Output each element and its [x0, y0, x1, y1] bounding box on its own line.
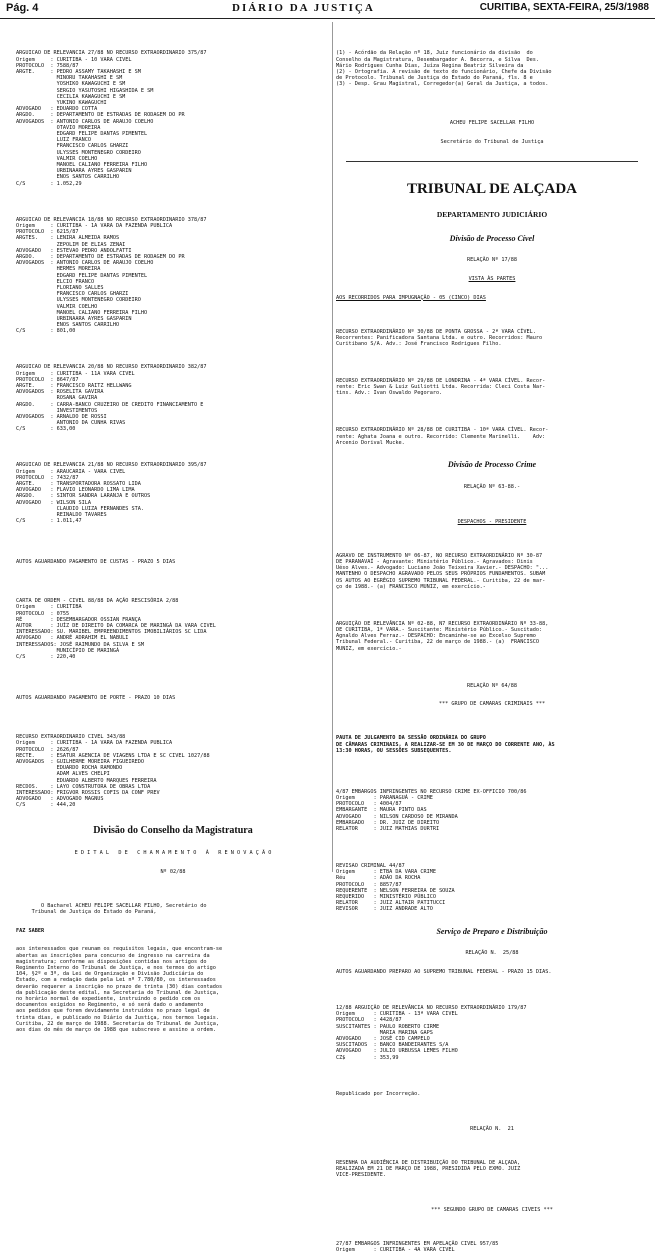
text-line: VALMIR COELHO	[16, 155, 98, 162]
text-line: ARGDO. : CARRA-BANCO CRUZEIRO DE CREDITO FINANCIAMENTO E	[16, 401, 204, 408]
section-caption: AUTOS AGUARDANDO PAGAMENTO DE CUSTAS - PRAZO 5 DIAS	[16, 559, 176, 566]
text-line: Origem : CURITIBA - 10 VARA CIVEL	[16, 56, 132, 63]
text-line: Recorrentes: Panificadora Santana Ltda. e outro. Recorridos: Mauro	[336, 334, 543, 341]
text-line: Arcenio Dorival Mucke.	[336, 439, 405, 446]
text-line: PROTOCOLO : 8857/87	[336, 881, 402, 888]
preparo-caption: AUTOS AGUARDANDO PREPARO AO SUPREMO TRIBUNAL FEDERAL - PRAZO 15 DIAS.	[336, 969, 552, 975]
text-line: MINORU TAKAHASHI E SM	[16, 75, 123, 82]
text-line: OS AUTOS AO EGRÉGIO SUPREMO TRIBUNAL FEDERAL.- Curitiba, 22 de mar-	[336, 577, 546, 584]
column-divider	[332, 22, 333, 872]
pauta-text	[336, 735, 648, 754]
relation-number: RELAÇÃO Nº 63-88.-	[463, 483, 521, 490]
text-line: EDUARDO ALBERTO MARQUES FERREIRA	[16, 777, 157, 784]
text-line: RELATOR : JUIZ MATHIAS DURTRI	[336, 825, 440, 832]
text-line: RELATOR : JUIZ ALTAIR PATITUCCI	[336, 900, 446, 907]
recurso-entry	[336, 378, 648, 397]
signature-role: Secretário do Tribunal de Justiça	[440, 139, 544, 146]
text-line: aos interessados que reunam os requisitos legais, que encontram-se	[16, 946, 223, 953]
text-line: ROSANA GAVIRA	[16, 395, 98, 402]
text-line: 27/87 EMBARGOS INFRINGENTES EM APELAÇÃO CIVEL 957/85	[336, 1241, 499, 1248]
text-line: PROTOCOLO : 7432/87	[16, 474, 79, 481]
text-line: FRANCISCO CARLOS GHARZI	[16, 143, 129, 150]
text-line: ARGTE. : FRANCISCO RAITZ HELLWANG	[16, 382, 132, 389]
text-line: ARGTE. : PEDRO ASSAMY TAKAHASHI E SM	[16, 69, 141, 76]
text-line: ARGUICAO DE RELEVANCIA 18/88 NO RECURSO EXTRAORDINARIO 378/87	[16, 216, 207, 223]
text-line: documentos exigidos no Regimento, e só será dado o andamento	[16, 1002, 204, 1009]
text-line: RESENHA DA AUDIÊNCIA DE DISTRIBUIÇÃO DO TRIBUNAL DE ALÇADA,	[336, 1159, 521, 1166]
case-block	[16, 50, 330, 186]
text-line: REVISOR : JUIZ ANDRADE ALTO	[336, 906, 433, 913]
text-line: MANOEL CALIANO FERREIRA FILHO	[16, 162, 148, 169]
text-line: ARGDO. : DEPARTAMENTO DE ESTRADAS DE RODAGEM DO PR	[16, 112, 185, 119]
text-line: CZ$ : 353,99	[336, 1054, 399, 1061]
text-line: PROTOCOLO : 4004/87	[336, 801, 402, 808]
text-line: URBINAARA AYRES GASPARIN	[16, 315, 132, 322]
text-line: YOSHIKO KAWAGUCHI E SM	[16, 81, 126, 88]
recorridos-caption: AOS RECORRIDOS PARA IMPUGNAÇÃO - 05 (CINCO) DIAS	[336, 294, 486, 301]
text-line: Estado, com a redação dada pela Lei nº 7.780/80, os interessados	[16, 977, 216, 984]
text-line: AUTOR : JUÍZ DE DIREITO DA COMARCA DE MARINGÁ DA VARA CIVEL	[16, 623, 216, 630]
text-line: ULYSSES MONTENEGRO CORDEIRO	[16, 149, 141, 156]
despachos-heading: DESPACHOS - PRESIDENTE	[457, 518, 527, 525]
text-line: C/S : 1.052,29	[16, 180, 82, 187]
page-header	[0, 0, 655, 19]
recurso-entry	[336, 329, 648, 348]
text-line: REINALDO TAVARES	[16, 512, 107, 519]
text-line: RECURSO EXTRAORDINÁRIO Nº 30/88 DE PONTA GROSSA - 2ª VARA CÍVEL.	[336, 328, 536, 335]
text-line: ADVOGADO : WILSON SILA	[16, 499, 91, 506]
text-line: Origem : PARANAGUÁ - CRIME	[336, 794, 433, 801]
text-line: ZEPOLIM DE ELIAS ZENAI	[16, 241, 126, 248]
right-column	[336, 38, 648, 1254]
text-line: PROTOCOLO : 4428/87	[336, 1017, 402, 1024]
arguicao-entry	[336, 1005, 648, 1061]
text-line: ADVOGADOS : ANTONIO CARLOS DE ARAUJO COELHO	[16, 260, 154, 267]
conselho-heading: Divisão do Conselho da Magistratura	[93, 824, 253, 836]
text-line: C/S : 801,00	[16, 328, 76, 335]
text-line: HERMES MOREIRA	[16, 266, 101, 273]
text-line: CARTA DE ORDEM - CIVEL 88/88 DA AÇÃO RESCISÓRIA 2/88	[16, 598, 179, 605]
text-line: ELCIO FRANCO	[16, 278, 95, 285]
text-line: SUSCITADOS : BANCO BANDEIRANTES S/A	[336, 1042, 449, 1049]
newspaper-title: DIÁRIO DA JUSTIÇA	[232, 2, 375, 14]
text-line: FLORIANO SALLES	[16, 284, 104, 291]
text-line: O Bacharel ACHEU FELIPE SACELLAR FILHO, Secretário do	[16, 903, 207, 909]
text-line: abertas as inscrições para concurso de ingresso na carreira da	[16, 952, 210, 959]
case-block	[16, 598, 330, 660]
text-line: MARIA MARINA GAPS	[336, 1029, 433, 1036]
text-line: ADVOGADO : NILSON CARDOSO DE MIRANDA	[336, 813, 458, 820]
text-line: Réu : ADÃO DA ROCHA	[336, 875, 421, 882]
text-line: OTAVIO MOREIRA	[16, 124, 101, 131]
text-line: INTERESSADOS: JOSÉ RAIMUNDO DA SILVA E SM	[16, 641, 145, 648]
text-line: 12/88 ARGUIÇÃO DE RELEVÂNCIA NO RECURSO EXTRAORDINÁRIO 179/87	[336, 1005, 527, 1012]
text-line: Origem : CURITIBA - 1A VARA DA FAZENDA PUBLICA	[16, 740, 173, 747]
text-line: Mário Rodrigues Cunha Dias, Juíza Regina Beatriz Silveira da	[336, 62, 524, 69]
text-line: Origem : CURITIBA - 13ª VARA CIVEL	[336, 1011, 458, 1018]
arguicao-entry	[336, 621, 648, 652]
text-line: ADVOGADO : ESTEVAO PEDRO ANDOLFATTI	[16, 247, 132, 254]
text-line: trinta dias, e publicado no Diário da Justiça, nos termos legais.	[16, 1014, 220, 1021]
text-line: Agnaldo Alves Ferraz.- DESPACHO: Encaminhe-se ao Excelso Supremo	[336, 633, 536, 640]
text-line: Origem : CURITIBA - 11A VARA CIVEL	[16, 370, 135, 377]
signature-name: ACHEU FELIPE SACELLAR FILHO	[449, 120, 535, 127]
preparo-heading: Serviço de Preparo e Distribuição	[436, 926, 548, 936]
text-line: deverão requerer a inscrição no prazo de trinta (30) dias contados	[16, 983, 223, 990]
text-line: ADVOGADOS : ANTONIO CARLOS DE ARAUJO COELHO	[16, 118, 154, 125]
text-line: magistratura; conforme as disposições contidas nos artigos do	[16, 958, 207, 965]
text-line: ADVOGADOS : GUILHERME MOREIRA FIGUEIREDO	[16, 758, 145, 765]
department-heading: DEPARTAMENTO JUDICIÁRIO	[436, 210, 548, 220]
tribunal-heading: TRIBUNAL DE ALÇADA	[406, 181, 578, 198]
text-line: (2) - Ortografia. A revisão de texto do funcionário, Chefe da Divisão	[336, 69, 552, 76]
text-line: ADVOGADO : JOSÉ CID CAMPELO	[336, 1036, 430, 1043]
text-line: Conselho da Magistratura, Desembargador A. Becorra, e Silva Des.	[336, 56, 540, 63]
text-line: ARGUICAO DE RELEVANCIA 21/88 NO RECURSO EXTRAORDINARIO 395/87	[16, 462, 207, 469]
revisao-entry	[336, 863, 648, 913]
vista-heading: VISTA ÀS PARTES	[468, 275, 516, 282]
text-line: PROTOCOLO : 2626/87	[16, 746, 79, 753]
text-line: ADVOGADO : FLAVIO LEONARDO LIMA LIMA	[16, 487, 135, 494]
text-line: ENOS SANTOS CARRILHO	[16, 174, 120, 181]
edital-intro	[16, 903, 330, 915]
text-line: Curitiba, 22 de março de 1988. Secretaria do Tribunal de Justiça,	[16, 1020, 220, 1027]
relation-number: RELAÇÃO Nº 64/88	[467, 682, 517, 689]
text-line: REVISAO CRIMINAL 44/87	[336, 862, 405, 869]
text-line: Tribunal Federal.- Curitiba, 22 de março de 1988.- (a) FRANCISCO	[336, 639, 540, 646]
text-line: EDGARD FELIPE DANTAS PIMENTEL	[16, 131, 148, 138]
text-line: C/S : 633,00	[16, 426, 76, 433]
text-line: PROTOCOLO : 7588/87	[16, 62, 79, 69]
text-line: ARGTE. : TRANSPORTADORA ROSSATO LIDA	[16, 481, 141, 488]
text-line: SERGIO YASUTOSHI HIGASHIDA E SM	[16, 87, 154, 94]
text-line: EDUARDO ROCHA RAMONDO	[16, 765, 123, 772]
division-crime-heading: Divisão de Processo Crime	[447, 460, 537, 470]
text-line: rente: Aghata Joana e outro. Recorrido: Clemente Marinelli. Adv:	[336, 433, 546, 440]
text-line: URBINAARA AYRES GASPARIN	[16, 168, 132, 175]
text-line: AGRAVO DE INSTRUMENTO Nº 06-87, NO RECURSO EXTRAORDINÁRIO Nº 30-87	[336, 552, 543, 559]
issue-date: CURITIBA, SEXTA-FEIRA, 25/3/1988	[479, 2, 649, 13]
text-line: 13:30 HORAS, OU SESSÕES SUBSEQUENTES.	[336, 747, 452, 754]
left-column	[16, 38, 330, 1034]
text-line: DE CURITIBA, 1ª VARA.- Suscitante: Ministério Público.- Suscitado:	[336, 627, 543, 634]
text-line: RECTE. : ESATUR AGENCIA DE VIAGENS LTDA E SC CIVEL 1027/88	[16, 752, 210, 759]
section-caption: AUTOS AGUARDANDO PAGAMENTO DE PORTE - PRAZO 10 DIAS	[16, 695, 176, 702]
divider-rule	[346, 161, 638, 162]
edital-number: Nº 02/88	[160, 868, 186, 875]
text-line: ENOS SANTOS CARRILHO	[16, 322, 120, 329]
text-line: de Protocolo. Tribunal de Justiça do Estado do Paraná, fls. 8 e	[336, 75, 533, 82]
relation-number: RELAÇÃO Nº 17/88	[467, 257, 517, 264]
text-line: 4/87 EMBARGOS INFRINGENTES NO RECURSO CRIME EX-OFFICIO 700/86	[336, 788, 527, 795]
text-line: RECURSO EXTRAORDINÁRIO Nº 28/88 DE CURITIBA - 10ª VARA CÍVEL. Recor-	[336, 427, 549, 434]
text-line: CLAUDIO LUIZA FERNANDES STA.	[16, 505, 145, 512]
text-line: ARGTES. : LENIRA ALMEIDA RAMOS	[16, 235, 120, 242]
text-line: ADVOGADO : EDUARDO COTTA	[16, 106, 98, 113]
text-line: REALIZADA EM 21 DE MARÇO DE 1988, PRESIDIDA PELO EXMO. JUIZ	[336, 1165, 521, 1172]
edital-body	[16, 946, 330, 1033]
text-line: EDGARD FELIPE DANTAS PIMENTEL	[16, 272, 148, 279]
text-line: Origem : CURITIBA - 1A VARA DA FAZENDA PUBLICA	[16, 222, 173, 229]
text-line: Origem : CURITIBA	[16, 604, 82, 611]
text-line: MANOEL CALIANO FERREIRA FILHO	[16, 309, 148, 316]
text-line: DE CÂMARAS CRIMINAIS, A REALIZAR-SE EM 30 DE MARÇO DO CORRENTE ANO, ÀS	[336, 741, 555, 748]
text-line: da publicação deste edital, na Secretaria do Tribunal de Justiça,	[16, 989, 220, 996]
embargos-entry	[336, 789, 648, 832]
case-block	[16, 217, 330, 335]
text-line: MUNIZ, em exercício.-	[336, 645, 402, 652]
text-line: MUNICÍPIO DE MARINGÁ	[16, 647, 120, 654]
text-line: ço de 1988.- (a) FRANCISCO MUNIZ, em exercício.-	[336, 583, 486, 590]
top-text	[336, 50, 648, 87]
text-line: REQUERIDO : MINISTÉRIO PÚBLICO	[336, 893, 436, 900]
case-block	[16, 734, 330, 808]
text-line: (3) - Desp. Grau Magistral, Corregedor(a) Geral da Justiça, a todos.	[336, 81, 549, 88]
relation-number: RELAÇÃO N. 25/88	[465, 950, 519, 957]
text-line: ARGDO. : SINTOR SANDRA LARANJA E OUTROS	[16, 493, 151, 500]
text-line: RECURSO EXTRAORDINÁRIO Nº 29/88 DE LONDRINA - 4ª VARA CÍVEL. Recor-	[336, 377, 546, 384]
text-line: Origem : ETBA DA VARA CRIME	[336, 869, 436, 876]
text-line: PAUTA DE JULGAMENTO DA SESSÃO ORDINÁRIA DO GRUPO	[336, 735, 486, 742]
recurso-entry	[336, 427, 648, 446]
text-line: EMBARGANTE : MAURA PINTO DAS	[336, 807, 427, 814]
text-line: C/S : 444,20	[16, 802, 76, 809]
text-line: RÉ : DESEMBARGADOR OSSIAN FRANÇA	[16, 616, 141, 623]
resenha-text	[336, 1160, 648, 1179]
text-line: INTERESSADO: FRIGVOR ROSSIS COFIS DA CONF PREV	[16, 789, 160, 796]
text-line: ARGUICAO DE RELEVANCIA 27/88 NO RECURSO EXTRAORDINARIO 375/87	[16, 50, 207, 57]
text-line: PROTOCOLO : 6215/87	[16, 229, 79, 236]
text-line: tins. Adv.: Ivan Oswaldo Pegoraro.	[336, 390, 443, 397]
text-line: LUIZ FRANCO	[16, 137, 91, 144]
text-line: C/S : 1.011,47	[16, 518, 82, 525]
text-line: aos dias do mês de março de 1988 que subscrevo e assino a ordem.	[16, 1027, 216, 1034]
group-heading: *** GRUPO DE CAMARAS CRIMINAIS ***	[438, 701, 546, 708]
text-line: ADVOGADOS : ARNALDO DE ROSSI	[16, 413, 107, 420]
text-line: Regimento Interno do Tribunal de Justiça, e nos termos do artigo	[16, 965, 216, 972]
text-line: (1) - Acórdão da Relação nº 18, Juiz funcionário da divisão do	[336, 50, 533, 57]
faz-saber: FAZ SABER	[16, 927, 45, 934]
text-line: aos pedidos que forem devidamente instruídos no prazo legal de	[16, 1008, 210, 1015]
text-line: PROTOCOLO : 0755	[16, 610, 70, 617]
text-line: PROTOCOLO : 8647/87	[16, 376, 79, 383]
text-line: Uéso Alves.- Advogado: Luciano João Teixeira Xavier.- DESPACHO: "...	[336, 565, 549, 572]
text-line: ADAM ALVES CHELPI	[16, 771, 110, 778]
text-line: DE PARANAVAÍ - Agravante: Ministério Público.- Agravados: Dinis	[336, 559, 533, 566]
text-line: ARGUIÇÃO DE RELEVÂNCIA Nº 02-88, N7 RECURSO EXTRAORDINÁRIO Nº 33-88,	[336, 620, 549, 627]
text-line: Origem : CURITIBA - 4A VARA CIVEL	[336, 1247, 455, 1254]
page-number: Pág. 4	[6, 2, 39, 14]
case-block	[16, 364, 330, 432]
text-line: RECURSO EXTRAORDINARIO CIVEL 343/88	[16, 734, 126, 741]
text-line: SUSCITANTES : PAULO ROBERTO CIRME	[336, 1023, 440, 1030]
text-line: INTERESSADO: SU. MARIBEL EMPREENDIMENTOS IMOBILIÁRIOS SC LIDA	[16, 629, 207, 636]
agravo-entry	[336, 553, 648, 590]
text-line: no horário normal de expediente, instruindo o pedido com os	[16, 996, 201, 1003]
text-line: CECILIA KAWAGUCHI E SM	[16, 93, 126, 100]
text-line: Curitibano S/A. Adv.: José Francisco Rodrigues Filho.	[336, 340, 502, 347]
republication-note: Republicado por Incorreção.	[336, 1090, 421, 1097]
text-line: VICE-PRESIDENTE.	[336, 1172, 386, 1179]
division-civel-heading: Divisão de Processo Cível	[449, 233, 535, 243]
text-line: REQUERENTE : NELSON FERREIRA DE SOUZA	[336, 887, 455, 894]
group-heading: *** SEGUNDO GRUPO DE CAMARAS CIVEIS ***	[431, 1207, 553, 1214]
text-line: Tribunal de Justiça do Estado do Paraná,	[16, 909, 157, 916]
case-block	[16, 462, 330, 524]
relation-number: RELAÇÃO N. 21	[470, 1125, 514, 1132]
edital-title: E D I T A L D E C H A M A M E N T O À R E N O V A Ç Ã O	[74, 850, 272, 857]
text-line: ADVOGADOS : ROSELITA GAVIRA	[16, 389, 104, 396]
text-line: ULYSSES MONTENEGRO CORDEIRO	[16, 297, 141, 304]
text-line: ARGUICAO DE RELEVANCIA 20/88 NO RECURSO EXTRAORDINARIO 382/87	[16, 364, 207, 371]
text-line: MANTENHO O DESPACHO AGRAVADO PELOS SEUS PRÓPRIOS FUNDAMENTOS. SUBAM	[336, 571, 546, 578]
text-line: 104, §2º e 3º, da Lei de Organização e Divisão Judiciária do	[16, 971, 204, 978]
text-line: ANTONIO DA CUNHA RIVAS	[16, 420, 126, 427]
text-line: EMBARGADO : DR. JUIZ DE DIREITO	[336, 819, 440, 826]
text-line: YUKINO KAWAGUCHI	[16, 100, 107, 107]
text-line: C/S : 220,40	[16, 654, 76, 661]
text-line: Origem : ARAUCARIA - VARA CIVEL	[16, 468, 126, 475]
text-line: INVESTIMENTOS	[16, 407, 98, 414]
text-line: FRANCISCO CARLOS GHARZI	[16, 291, 129, 298]
text-line: ADVOGADO : ADVOGADO MAGNUS	[16, 796, 104, 803]
text-line: ADVOGADO : ANDRÉ ADRAHIM EL NABULI	[16, 635, 129, 642]
text-line: rente: Eric Swan & Luiz Guiliotti Ltda. Recorrida: Cleci Costa Nar-	[336, 384, 546, 391]
text-line: VALMIR COELHO	[16, 303, 98, 310]
embargos-entry	[336, 1241, 648, 1253]
text-line: RECDOS. : LAYO CONSTRUTORA DE OBRAS LTDA	[16, 783, 151, 790]
text-line: ARGDO. : DEPARTAMENTO DE ESTRADAS DE RODAGEM DO PR	[16, 253, 185, 260]
text-line: ADVOGADO : JULIO URBUSSA LEMES FILHO	[336, 1048, 458, 1055]
